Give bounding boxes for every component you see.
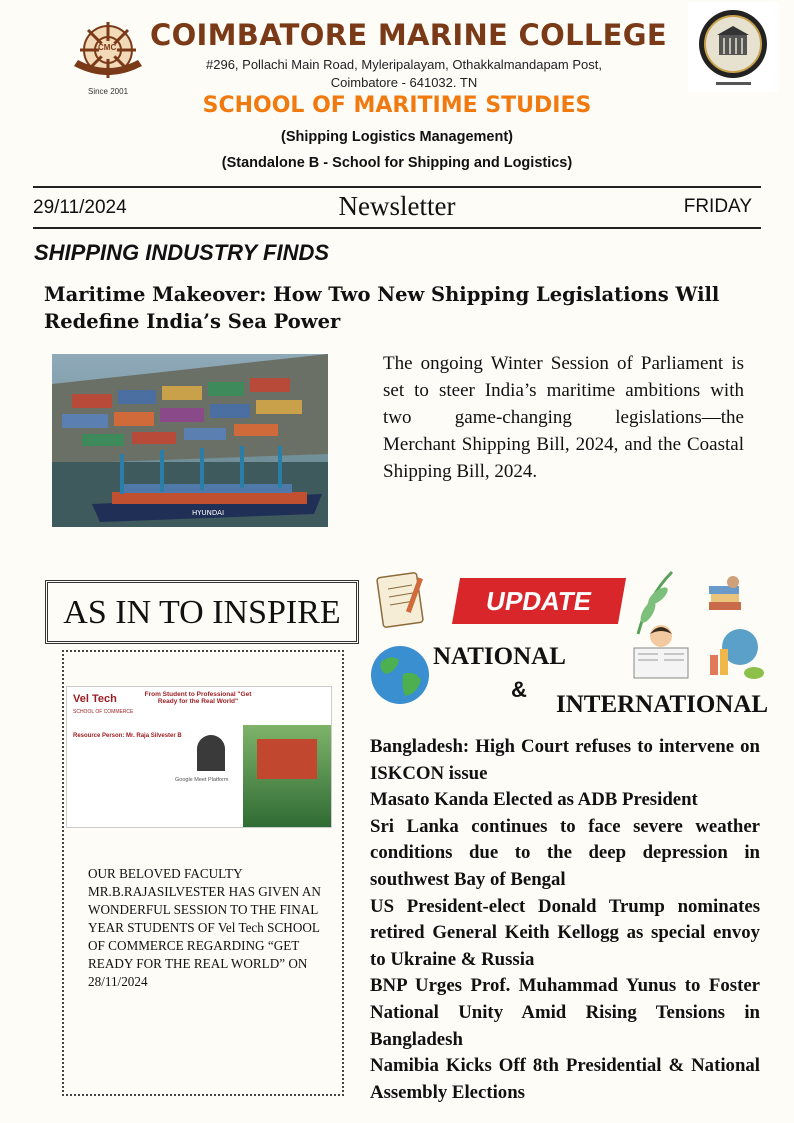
poster-building xyxy=(243,725,331,827)
top-divider xyxy=(33,186,761,188)
logo-caption: Since 2001 xyxy=(87,87,129,96)
news-item: Masato Kanda Elected as ADB President xyxy=(370,789,698,811)
webinar-poster xyxy=(66,686,332,828)
program-line: (Shipping Logistics Management) xyxy=(280,129,513,145)
news-item: Namibia Kicks Off 8th Presidential & National Assembly Elections xyxy=(370,1055,760,1103)
standalone-line: (Standalone B - School for Shipping and Logistics) xyxy=(221,155,573,171)
issue-day: FRIDAY xyxy=(683,196,752,217)
article-body: The ongoing Winter Session of Parliament is set to steer India’s maritime ambitions with two game-changing legislations—the Merchant Shipping Bill, 2024, and the Coastal Shipping Bill, 2024. xyxy=(383,353,744,482)
news-item: Sri Lanka continues to face severe weather conditions due to the deep depression in southwest Bay of Bengal xyxy=(370,815,760,890)
update-badge: UPDATE xyxy=(452,578,626,624)
faculty-description: OUR BELOVED FACULTY MR.B.RAJASILVESTER HAS GIVEN AN WONDERFUL SESSION TO THE FINAL YEAR STUDENTS OF Vel Tech SCHOOL OF COMMERCE REGARDING “GET READY FOR THE REAL WORLD” ON 28/11/2024 xyxy=(88,866,321,989)
college-logo xyxy=(72,20,144,95)
reader-icon xyxy=(630,620,692,682)
issue-date: 29/11/2024 xyxy=(33,197,127,218)
poster-heading: From Student to Professional "Get Ready for the Real World" xyxy=(144,691,252,705)
poster-brand: Vel Tech xyxy=(73,693,117,705)
news-item: BNP Urges Prof. Muhammad Yunus to Foster National Unity Amid Rising Tensions in Bangladesh xyxy=(370,975,760,1050)
globe-icon xyxy=(369,644,431,706)
poster-resource: Resource Person: Mr. Raja Silvester B xyxy=(73,733,182,739)
port-photo xyxy=(52,354,328,527)
college-name: COIMBATORE MARINE COLLEGE xyxy=(150,18,667,52)
notebook-icon xyxy=(372,571,428,629)
ship-name: HYUNDAI xyxy=(192,509,225,517)
section-title: SHIPPING INDUSTRY FINDS xyxy=(34,240,330,265)
bottom-divider xyxy=(33,227,761,229)
news-item: US President-elect Donald Trump nominates retired General Keith Kellogg as special envoy to Ukraine & Russia xyxy=(370,895,760,970)
school-name: SCHOOL OF MARITIME STUDIES xyxy=(202,93,592,118)
books-icon xyxy=(705,574,745,616)
seal-logo xyxy=(688,2,779,92)
news-list xyxy=(370,734,760,1106)
logo-abbrev: CMC xyxy=(98,43,117,52)
national-label: NATIONAL xyxy=(433,643,566,670)
news-item: Bangladesh: High Court refuses to intervene on ISKCON issue xyxy=(370,736,760,784)
address-line-2: Coimbatore - 641032. TN xyxy=(330,75,478,90)
analytics-globe-icon xyxy=(706,625,768,683)
inspire-title: AS IN TO INSPIRE xyxy=(63,594,341,631)
ampersand: & xyxy=(511,677,527,702)
poster-platform: Google Meet Platform xyxy=(175,777,229,783)
address-line-1: #296, Pollachi Main Road, Myleripalayam, Othakkalmandapam Post, xyxy=(206,57,602,72)
poster-school: SCHOOL OF COMMERCE xyxy=(73,709,134,715)
newsletter-title: Newsletter xyxy=(338,191,456,221)
speaker-photo xyxy=(197,735,225,771)
article-headline: Maritime Makeover: How Two New Shipping Legislations Will Redefine India’s Sea Power xyxy=(44,283,720,333)
international-label: INTERNATIONAL xyxy=(556,691,769,718)
